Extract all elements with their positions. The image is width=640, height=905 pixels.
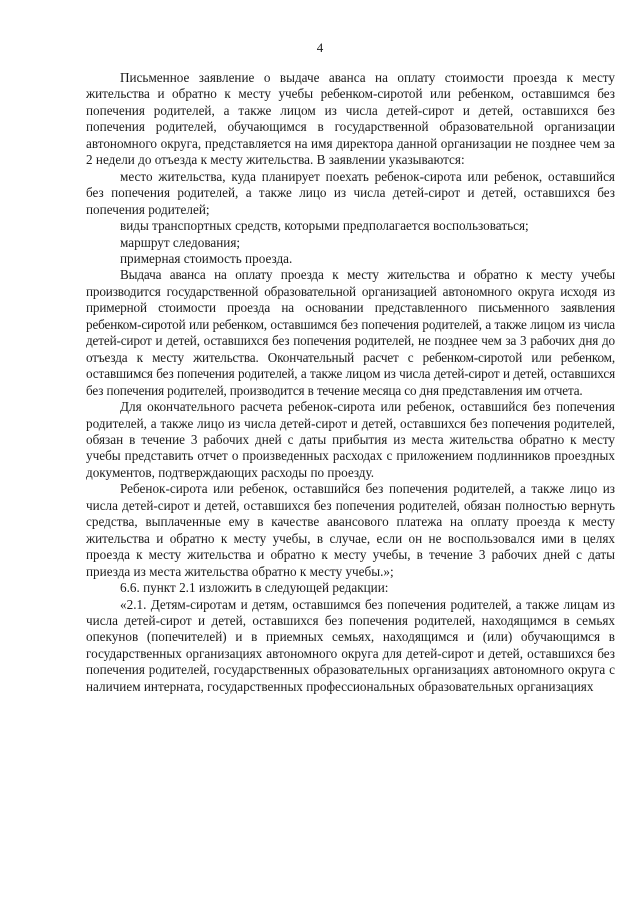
paragraph-transport: виды транспортных средств, которыми предполагается воспользоваться; (120, 218, 529, 234)
paragraph-cost: примерная стоимость проезда. (120, 250, 293, 266)
paragraph-application: Письменное заявление о выдаче аванса на оплату стоимости проезда к месту жительства и обратно к месту учебы ребенком-сиротой или ребенком, оставшимся без попечения родителей, а также лицом из числа детей-сирот и детей, оставшихся без попечения родителей, обучающимся в государственной образовательной организации автономного округа, представляется на имя директора данной организации не позднее чем за 2 недели до отъезда к месту жительства. В заявлении указываются: (86, 70, 615, 168)
paragraph-clause-2-1: «2.1. Детям-сиротам и детям, оставшимся без попечения родителей, а также лицам из числа детей-сирот и детей, оставшихся без попечения родителей, находящимся в семьях опекунов (попечителей) и в приемных семьях, находящимся и (или) обучающимся в государственных организациях автономного округа для детей-сирот и детей, оставшихся без попечения родителей, государственных образовательных организациях автономного округа с наличием интерната, государственных профессиональных образовательных организациях (86, 596, 615, 694)
page-number: 4 (316, 40, 324, 55)
paragraph-amendment: 6.6. пункт 2.1 изложить в следующей редакции: (120, 580, 389, 596)
paragraph-final-settlement: Для окончательного расчета ребенок-сирота или ребенок, оставшийся без попечения родителей, а также лицо из числа детей-сирот и детей, оставшихся без попечения родителей, обязан в течение 3 рабочих дней с даты прибытия из места жительства обратно к месту учебы представить отчет о произведенных расходах с приложением подлинников проездных документов, подтверждающих расходы по проезду. (86, 399, 615, 480)
paragraph-advance-payment: Выдача аванса на оплату проезда к месту жительства и обратно к месту учебы производится государственной образовательной организацией автономного округа исходя из примерной стоимости проезда на основании представленного письменного заявления ребенком-сиротой или ребенком, оставшимся без попечения родителей, а также лицом из числа детей-сирот и детей, оставшихся без попечения родителей, не позднее чем за 3 рабочих дня до отъезда к месту жительства. Окончательный расчет с ребенком-сиротой или ребенком, оставшимся без попечения родителей, а также лицом из числа детей-сирот и детей, оставшихся без попечения родителей, производится в течение месяца со дня представления им отчета. (86, 267, 615, 398)
paragraph-route: маршрут следования; (120, 234, 241, 250)
paragraph-residence: место жительства, куда планирует поехать ребенок-сирота или ребенок, оставшийся без попечения родителей, а также лицо из числа детей-сирот и детей, оставшихся без попечения родителей; (86, 168, 615, 217)
document-body (86, 70, 615, 695)
paragraph-refund: Ребенок-сирота или ребенок, оставшийся без попечения родителей, а также лицо из числа детей-сирот и детей, оставшихся без попечения родителей, обязан полностью вернуть средства, выплаченные ему в качестве авансового платежа на оплату проезда к месту жительства и обратно к месту учебы, в случае, если он не воспользовался ими в целях проезда к месту жительства и обратно к месту учебы, в течение 3 рабочих дней с даты приезда из места жительства обратно к месту учебы.»; (86, 481, 615, 579)
